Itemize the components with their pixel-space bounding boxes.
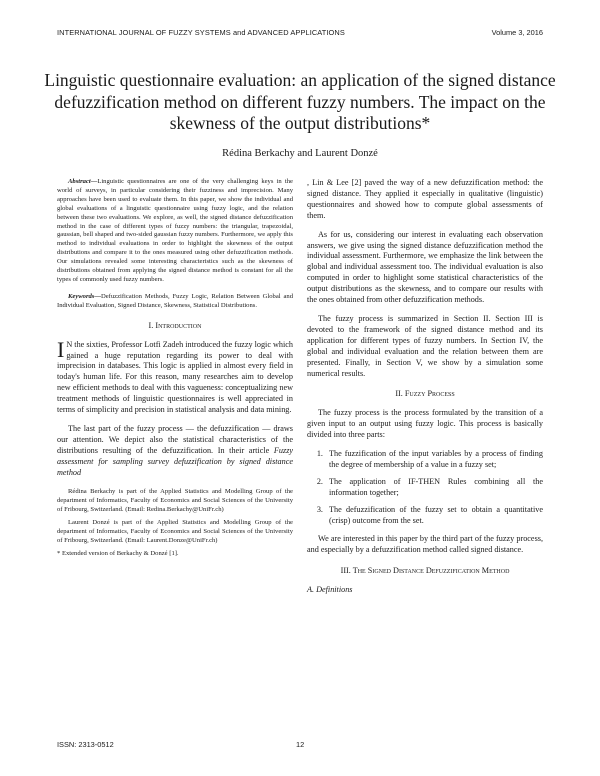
list-item: 2. The application of IF-THEN Rules combining all the information together; [325, 477, 543, 499]
drop-cap: I [57, 336, 65, 362]
intro-paragraph-2-cont: , Lin & Lee [2] paved the way of a new defuzzification method: the signed distance. They applied it especially in qualitative (linguistic) questionnaires and showed how to compute global assessments of them. [307, 178, 543, 220]
abstract [57, 178, 293, 285]
footnotes [57, 488, 293, 558]
footnote-author-2: Laurent Donzé is part of the Applied Statistics and Modelling Group of the department of Informatics, Faculty of Economics and Social Sciences of the University of Fribourg, Switzerland. (Email: Laurent.Donze@UniFr.ch) [57, 519, 293, 544]
left-column [57, 178, 293, 563]
volume-label: Volume 3, 2016 [491, 28, 543, 37]
list-item: 3. The defuzzification of the fuzzy set to obtain a quantitative (crisp) outcome from the set. [325, 505, 543, 527]
section-heading-signed-distance: III. The Signed Distance Defuzzification Method [340, 566, 510, 576]
keywords-text: Defuzzification Methods, Fuzzy Logic, Relation Between Global and Individual Evaluation, Signed Distance, Skewness, Statistical Distributions. [57, 292, 293, 309]
intro-paragraph-4: The fuzzy process is summarized in Section II. Section III is devoted to the framework of the signed distance method and its application for different types of fuzzy numbers. In Section IV, the global and individual evaluation and the relation between them are presented. Finally, in Section V, we show by a simulation some numerical results. [307, 313, 543, 378]
footnote-author-1: Rédina Berkachy is part of the Applied Statistics and Modelling Group of the department of Informatics, Faculty of Economics and Social Sciences of the University of Fribourg, Switzerland. (Email: Redina.Berkachy@UniFr.ch) [57, 488, 293, 514]
keywords [57, 293, 293, 311]
cited-article-title: Fuzzy assessment for sampling survey defuzzification by signed distance method [57, 445, 294, 477]
issn-label: ISSN: 2313-0512 [57, 740, 114, 749]
fuzzy-process-steps [307, 449, 543, 526]
fuzzy-process-paragraph-1: The fuzzy process is the process formulated by the transition of a given input to an output using fuzzy logic. This process is basically divided into three parts: [307, 408, 543, 440]
intro-paragraph-3: As for us, considering our interest in evaluating each observation answers, we give using the signed distance defuzzification method the individual assessment. Furthermore, we emphasize the link between the global and individual assessment too. The individual evaluation is also computed in order to highlight some statistical characteristics of the output distributions as the skewness, and to compare our results with the ones obtained from other defuzzification methods. [307, 229, 543, 305]
journal-header: INTERNATIONAL JOURNAL OF FUZZY SYSTEMS and ADVANCED APPLICATIONS [57, 28, 345, 37]
intro-paragraph-1 [57, 336, 294, 416]
abstract-text: Linguistic questionnaires are one of the very challenging keys in the world of surveys, in particular considering their fuzziness and imprecision. Many approaches have been used to evaluate them. In this paper, we show the individual and global evaluations of a linguistic questionnaire using fuzzy logic, and the relation between these two evaluations. We explore, as well, the signed distance defuzzification method in the case of different types of fuzzy numbers: the triangular, trapezoidal, gaussian, bell shaped and two-sided gaussian fuzzy numbers. Furthermore, we apply this method to individual evaluations in order to highlight the skewness of the output distributions and compare it to the ones measured using other defuzzification methods. Our simulations revealed some interesting characteristics such as the skewness of distributions obtained from applying the signed distance method is constant for all the types of commonly used fuzzy numbers. [57, 178, 293, 283]
right-column [307, 178, 543, 596]
intro-paragraph-1-text: N the sixties, Professor Lotfi Zadeh introduced the fuzzy logic which gained a huge reputation regarding its power to deal with imprecision in databases. This logic is applied in almost every field in today's human life. For this reason, many researches aim to develop new efficient methods to deal with this vagueness: conceptualizing new treatment methods of linguistic questionnaires is well appreciated in terms of simplicity and precision in statistical analysis and data mining. [57, 339, 294, 415]
footnote-extended-version: * Extended version of Berkachy & Donzé [1]. [57, 549, 179, 557]
subsection-heading-definitions: A. Definitions [307, 585, 353, 595]
paper-title: Linguistic questionnaire evaluation: an application of the signed distance defuzzification method on different fuzzy numbers. The impact on the skewness of the output distributions* [44, 70, 556, 133]
intro-paragraph-2 [57, 424, 293, 479]
paper-authors: Rédina Berkachy and Laurent Donzé [222, 148, 378, 159]
section-heading-introduction: I. Introduction [148, 320, 202, 330]
keywords-label: Keywords— [68, 292, 101, 300]
list-item: 1. The fuzzification of the input variables by a process of finding the degree of membership of a value in a fuzzy set; [325, 449, 543, 471]
fuzzy-process-paragraph-2: We are interested in this paper by the third part of the fuzzy process, and especially by a defuzzification method called signed distance. [307, 534, 543, 555]
intro-paragraph-2-text: The last part of the fuzzy process — the defuzzification — draws our attention. We depict also the statistical characteristics of the distributions resulting of the defuzzification. In their article [57, 423, 293, 455]
page-number: 12 [296, 740, 305, 749]
section-heading-fuzzy-process: II. Fuzzy Process [395, 389, 455, 399]
abstract-label: Abstract— [68, 178, 98, 185]
